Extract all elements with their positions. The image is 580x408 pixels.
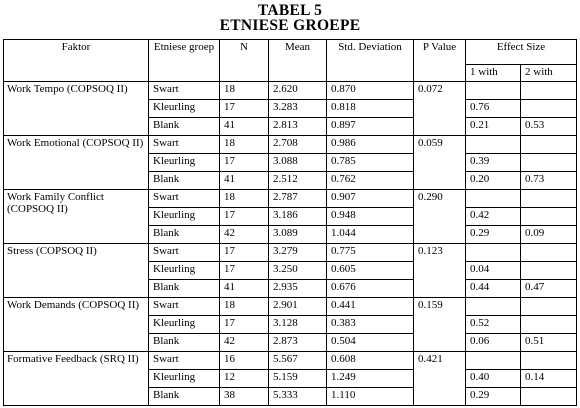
- effect-2-with-cell: [521, 388, 577, 406]
- mean-cell: 3.279: [269, 244, 327, 262]
- effect-1-with-cell: [466, 298, 521, 316]
- factor-name: Formative Feedback (SRQ II): [4, 352, 149, 406]
- effect-2-with-cell: 0.47: [521, 280, 577, 298]
- effect-1-with-cell: 0.29: [466, 226, 521, 244]
- n-cell: 17: [220, 316, 269, 334]
- n-cell: 18: [220, 298, 269, 316]
- factor-name: Work Emotional (COPSOQ II): [4, 136, 149, 190]
- p-value-cell: 0.421: [414, 352, 466, 406]
- group-cell: Kleurling: [149, 262, 220, 280]
- p-value-cell: 0.072: [414, 82, 466, 136]
- group-cell: Blank: [149, 226, 220, 244]
- mean-cell: 3.128: [269, 316, 327, 334]
- std-deviation-cell: 0.441: [327, 298, 414, 316]
- table-row: [4, 298, 577, 316]
- factor-name: Work Demands (COPSOQ II): [4, 298, 149, 352]
- n-cell: 41: [220, 118, 269, 136]
- p-value-cell: 0.159: [414, 298, 466, 352]
- group-cell: Swart: [149, 82, 220, 100]
- group-cell: Blank: [149, 334, 220, 352]
- header-effect-size: Effect Size: [466, 40, 577, 65]
- mean-cell: 2.935: [269, 280, 327, 298]
- group-cell: Blank: [149, 388, 220, 406]
- header-mean: Mean: [269, 40, 327, 82]
- std-deviation-cell: 0.986: [327, 136, 414, 154]
- group-cell: Swart: [149, 298, 220, 316]
- table-row: [4, 82, 577, 100]
- group-cell: Kleurling: [149, 370, 220, 388]
- group-cell: Swart: [149, 352, 220, 370]
- header-p-value: P Value: [414, 40, 466, 82]
- table-row: [4, 190, 577, 208]
- mean-cell: 2.901: [269, 298, 327, 316]
- n-cell: 18: [220, 190, 269, 208]
- mean-cell: 2.787: [269, 190, 327, 208]
- group-cell: Kleurling: [149, 208, 220, 226]
- group-cell: Blank: [149, 280, 220, 298]
- effect-1-with-cell: 0.20: [466, 172, 521, 190]
- mean-cell: 2.512: [269, 172, 327, 190]
- std-deviation-cell: 0.608: [327, 352, 414, 370]
- effect-2-with-cell: 0.53: [521, 118, 577, 136]
- effect-1-with-cell: 0.06: [466, 334, 521, 352]
- effect-1-with-cell: [466, 82, 521, 100]
- group-cell: Kleurling: [149, 154, 220, 172]
- n-cell: 17: [220, 262, 269, 280]
- std-deviation-cell: 1.110: [327, 388, 414, 406]
- std-deviation-cell: 1.044: [327, 226, 414, 244]
- effect-2-with-cell: [521, 208, 577, 226]
- table-title: TABEL 5: [257, 2, 323, 19]
- std-deviation-cell: 0.504: [327, 334, 414, 352]
- mean-cell: 5.159: [269, 370, 327, 388]
- effect-1-with-cell: 0.44: [466, 280, 521, 298]
- effect-1-with-cell: 0.21: [466, 118, 521, 136]
- mean-cell: 3.283: [269, 100, 327, 118]
- effect-2-with-cell: [521, 244, 577, 262]
- header-faktor: Faktor: [4, 40, 149, 82]
- n-cell: 17: [220, 244, 269, 262]
- title-block: [0, 0, 580, 33]
- effect-2-with-cell: [521, 298, 577, 316]
- results-table: [3, 39, 577, 406]
- p-value-cell: 0.059: [414, 136, 466, 190]
- factor-name: Work Tempo (COPSOQ II): [4, 82, 149, 136]
- effect-2-with-cell: [521, 262, 577, 280]
- group-cell: Kleurling: [149, 316, 220, 334]
- effect-2-with-cell: 0.09: [521, 226, 577, 244]
- mean-cell: 2.873: [269, 334, 327, 352]
- std-deviation-cell: 0.948: [327, 208, 414, 226]
- header-effect-2-with: 2 with: [521, 65, 577, 82]
- std-deviation-cell: 0.785: [327, 154, 414, 172]
- mean-cell: 5.567: [269, 352, 327, 370]
- mean-cell: 3.088: [269, 154, 327, 172]
- group-cell: Swart: [149, 136, 220, 154]
- table-row: [4, 136, 577, 154]
- effect-1-with-cell: 0.76: [466, 100, 521, 118]
- mean-cell: 2.708: [269, 136, 327, 154]
- group-cell: Kleurling: [149, 100, 220, 118]
- mean-cell: 3.186: [269, 208, 327, 226]
- group-cell: Swart: [149, 244, 220, 262]
- std-deviation-cell: 0.818: [327, 100, 414, 118]
- n-cell: 38: [220, 388, 269, 406]
- n-cell: 12: [220, 370, 269, 388]
- std-deviation-cell: 1.249: [327, 370, 414, 388]
- effect-1-with-cell: 0.04: [466, 262, 521, 280]
- header-etniese-groep: Etniese groep: [149, 40, 220, 82]
- effect-1-with-cell: 0.42: [466, 208, 521, 226]
- table-subtitle: ETNIESE GROEPE: [219, 17, 361, 34]
- std-deviation-cell: 0.605: [327, 262, 414, 280]
- header-std-deviation: Std. Deviation: [327, 40, 414, 82]
- effect-1-with-cell: [466, 190, 521, 208]
- header-row: [4, 40, 577, 65]
- p-value-cell: 0.123: [414, 244, 466, 298]
- std-deviation-cell: 0.676: [327, 280, 414, 298]
- effect-2-with-cell: [521, 82, 577, 100]
- n-cell: 41: [220, 172, 269, 190]
- effect-1-with-cell: 0.40: [466, 370, 521, 388]
- effect-1-with-cell: [466, 244, 521, 262]
- effect-1-with-cell: 0.52: [466, 316, 521, 334]
- mean-cell: 3.089: [269, 226, 327, 244]
- n-cell: 41: [220, 280, 269, 298]
- effect-2-with-cell: [521, 352, 577, 370]
- header-n: N: [220, 40, 269, 82]
- n-cell: 42: [220, 334, 269, 352]
- factor-name: Stress (COPSOQ II): [4, 244, 149, 298]
- effect-1-with-cell: [466, 136, 521, 154]
- group-cell: Blank: [149, 172, 220, 190]
- effect-2-with-cell: [521, 154, 577, 172]
- effect-2-with-cell: 0.73: [521, 172, 577, 190]
- factor-name: Work Family Conflict (COPSOQ II): [4, 190, 149, 244]
- n-cell: 17: [220, 100, 269, 118]
- table-row: [4, 352, 577, 370]
- n-cell: 18: [220, 136, 269, 154]
- effect-1-with-cell: 0.39: [466, 154, 521, 172]
- group-cell: Blank: [149, 118, 220, 136]
- mean-cell: 5.333: [269, 388, 327, 406]
- std-deviation-cell: 0.870: [327, 82, 414, 100]
- effect-2-with-cell: 0.51: [521, 334, 577, 352]
- mean-cell: 2.813: [269, 118, 327, 136]
- effect-2-with-cell: [521, 136, 577, 154]
- effect-2-with-cell: [521, 316, 577, 334]
- std-deviation-cell: 0.775: [327, 244, 414, 262]
- header-effect-1-with: 1 with: [466, 65, 521, 82]
- std-deviation-cell: 0.762: [327, 172, 414, 190]
- effect-1-with-cell: [466, 352, 521, 370]
- n-cell: 17: [220, 154, 269, 172]
- mean-cell: 2.620: [269, 82, 327, 100]
- n-cell: 17: [220, 208, 269, 226]
- effect-1-with-cell: 0.29: [466, 388, 521, 406]
- effect-2-with-cell: 0.14: [521, 370, 577, 388]
- table-body: [4, 82, 577, 406]
- n-cell: 16: [220, 352, 269, 370]
- n-cell: 42: [220, 226, 269, 244]
- std-deviation-cell: 0.383: [327, 316, 414, 334]
- mean-cell: 3.250: [269, 262, 327, 280]
- effect-2-with-cell: [521, 100, 577, 118]
- table-row: [4, 244, 577, 262]
- std-deviation-cell: 0.907: [327, 190, 414, 208]
- n-cell: 18: [220, 82, 269, 100]
- std-deviation-cell: 0.897: [327, 118, 414, 136]
- effect-2-with-cell: [521, 190, 577, 208]
- p-value-cell: 0.290: [414, 190, 466, 244]
- group-cell: Swart: [149, 190, 220, 208]
